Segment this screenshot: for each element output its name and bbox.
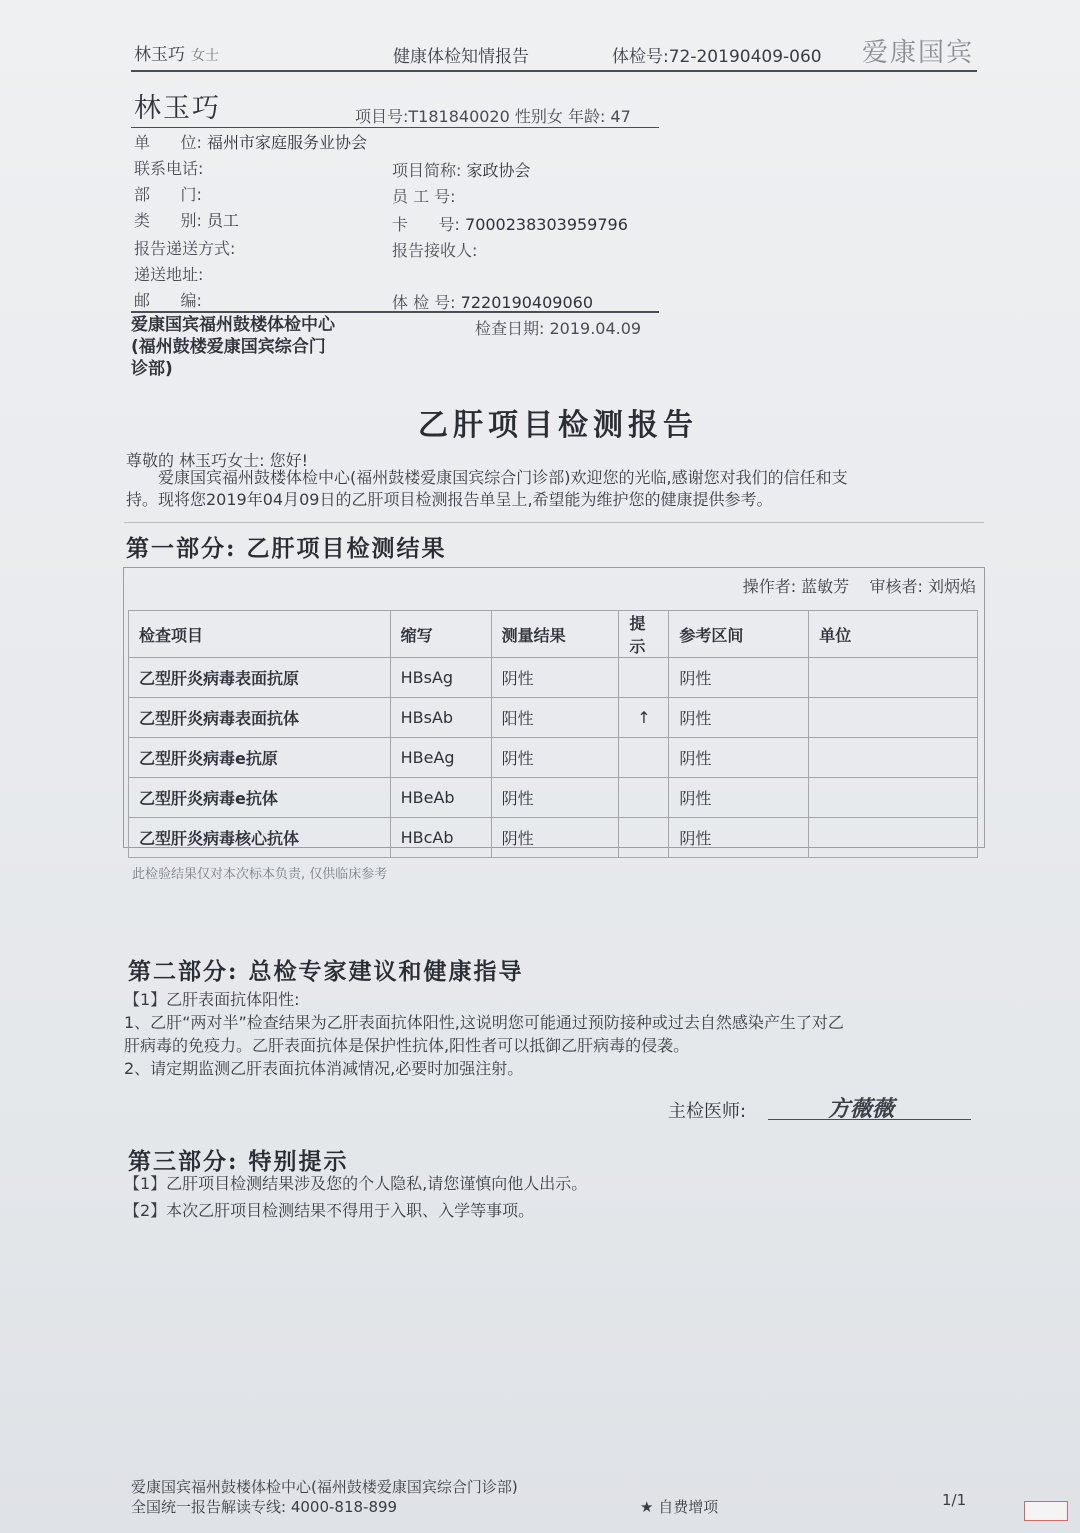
category-label: 类 别: — [134, 211, 202, 230]
result-table — [128, 610, 978, 858]
part2-line-2: 1、乙肝“两对半”检查结果为乙肝表面抗体阳性,这说明您可能通过预防接种或过去自然感染产生了对乙 — [124, 1013, 844, 1032]
unit-row — [134, 130, 367, 153]
table-row — [129, 818, 978, 858]
info-divider-bottom — [131, 311, 659, 313]
cell-abbr: HBsAg — [390, 658, 491, 698]
card-value: 7000238303959796 — [465, 215, 628, 234]
header-report-type: 健康体检知情报告 — [393, 47, 529, 67]
intro-line-2: 持。现将您2019年04月09日的乙肝项目检测报告单呈上,希望能为维护您的健康提供参考。 — [126, 490, 773, 509]
doctor-signature: 方薇薇 — [828, 1096, 895, 1122]
project-name-label: 项目简称: — [392, 161, 462, 180]
table-row — [129, 698, 978, 738]
table-note: 此检验结果仅对本次标本负责, 仅供临床参考 — [132, 867, 388, 882]
result-table-box — [123, 567, 985, 848]
part2-line-1: 【1】乙肝表面抗体阳性: — [124, 990, 300, 1009]
part2-line-4: 2、请定期监测乙肝表面抗体消减情况,必要时加强注射。 — [124, 1059, 524, 1078]
employee-no-label: 员 工 号: — [392, 187, 456, 206]
cell-result: 阴性 — [491, 818, 619, 858]
org-name — [131, 314, 335, 380]
exam-no-label: 体 检 号: — [392, 293, 456, 312]
org-line-1: 爱康国宾福州鼓楼体检中心 — [131, 315, 335, 335]
unit-value: 福州市家庭服务业协会 — [207, 133, 368, 152]
part1-heading: 第一部分: 乙肝项目检测结果 — [126, 535, 447, 562]
card-row — [392, 212, 628, 235]
header-exam-no: 体检号:72-20190409-060 — [612, 47, 822, 67]
intro-divider — [124, 522, 984, 523]
exam-no-row — [392, 290, 593, 313]
reviewer: 审核者: 刘炳焰 — [869, 577, 976, 596]
cell-hint — [619, 738, 669, 778]
cell-unit — [809, 778, 978, 818]
cell-ref: 阴性 — [669, 698, 809, 738]
doctor-label: 主检医师: — [668, 1101, 747, 1122]
cell-item: 乙型肝炎病毒表面抗原 — [129, 658, 391, 698]
delivery-label: 报告递送方式: — [134, 239, 236, 258]
cell-ref: 阴性 — [669, 738, 809, 778]
part2-line-3: 肝病毒的免疫力。乙肝表面抗体是保护性抗体,阳性者可以抵御乙肝病毒的侵袭。 — [124, 1036, 690, 1055]
unit-label: 单 位: — [134, 133, 202, 152]
cell-ref: 阴性 — [669, 818, 809, 858]
table-row — [129, 658, 978, 698]
part2-heading: 第二部分: 总检专家建议和健康指导 — [128, 958, 524, 985]
cell-result: 阴性 — [491, 778, 619, 818]
receiver-label: 报告接收人: — [392, 241, 478, 260]
project-name-value: 家政协会 — [466, 161, 531, 180]
cell-result: 阴性 — [491, 658, 619, 698]
address-label: 递送地址: — [134, 265, 204, 284]
table-header-row — [129, 611, 978, 658]
intro-line-1: 爱康国宾福州鼓楼体检中心(福州鼓楼爱康国宾综合门诊部)欢迎您的光临,感谢您对我们的信任和支 — [158, 468, 848, 487]
cell-unit — [809, 698, 978, 738]
card-label: 卡 号: — [392, 215, 460, 234]
col-header: 缩写 — [390, 611, 491, 658]
header-patient — [134, 40, 219, 65]
dept-label: 部 门: — [134, 185, 202, 204]
cell-item: 乙型肝炎病毒表面抗体 — [129, 698, 391, 738]
brand-logo-text: 爱康国宾 — [862, 38, 975, 68]
footer-hotline: 全国统一报告解读专线: 4000-818-899 — [131, 1498, 398, 1516]
cell-result: 阴性 — [491, 738, 619, 778]
org-line-3: 诊部) — [131, 359, 173, 379]
col-header: 检查项目 — [129, 611, 391, 658]
table-row — [129, 778, 978, 818]
header-patient-name: 林玉巧 — [134, 45, 185, 65]
exam-date: 检查日期: 2019.04.09 — [475, 319, 642, 338]
cell-abbr: HBeAb — [390, 778, 491, 818]
cell-abbr: HBcAb — [390, 818, 491, 858]
operator: 操作者: 蓝敏芳 — [742, 577, 850, 596]
col-header: 单位 — [809, 611, 978, 658]
operators — [743, 574, 976, 597]
cell-ref: 阴性 — [669, 658, 809, 698]
cell-hint — [619, 658, 669, 698]
cell-abbr: HBeAg — [390, 738, 491, 778]
part3-line-2: 【2】本次乙肝项目检测结果不得用于入职、入学等事项。 — [124, 1201, 535, 1220]
signature-line — [768, 1119, 971, 1120]
cell-abbr: HBsAb — [390, 698, 491, 738]
category-value: 员工 — [207, 211, 240, 230]
cell-item: 乙型肝炎病毒e抗体 — [129, 778, 391, 818]
table-row — [129, 738, 978, 778]
cell-item: 乙型肝炎病毒e抗原 — [129, 738, 391, 778]
category-row — [134, 208, 239, 231]
report-title: 乙肝项目检测报告 — [418, 408, 698, 443]
col-header: 参考区间 — [669, 611, 809, 658]
cell-unit — [809, 658, 978, 698]
cell-hint — [619, 818, 669, 858]
part3-line-1: 【1】乙肝项目检测结果涉及您的个人隐私,请您谨慎向他人出示。 — [124, 1174, 588, 1193]
footer-org: 爱康国宾福州鼓楼体检中心(福州鼓楼爱康国宾综合门诊部) — [131, 1478, 518, 1496]
org-line-2: (福州鼓楼爱康国宾综合门 — [131, 337, 326, 357]
cell-result: 阳性 — [491, 698, 619, 738]
project-line: 项目号:T181840020 性别女 年龄: 47 — [355, 107, 631, 126]
cell-hint — [619, 778, 669, 818]
postcode-label: 邮 编: — [134, 291, 202, 310]
cell-unit — [809, 738, 978, 778]
project-name-row — [392, 158, 531, 181]
cell-item: 乙型肝炎病毒核心抗体 — [129, 818, 391, 858]
corner-watermark-stamp — [1024, 1501, 1068, 1521]
phone-label: 联系电话: — [134, 159, 204, 178]
footer-self-pay: ★ 自费增项 — [640, 1498, 719, 1516]
header-title-suffix: 女士 — [191, 48, 219, 64]
cell-ref: 阴性 — [669, 778, 809, 818]
cell-hint: ↑ — [619, 698, 669, 738]
part3-heading: 第三部分: 特别提示 — [128, 1148, 349, 1175]
col-header: 提示 — [619, 611, 669, 658]
patient-name: 林玉巧 — [134, 93, 221, 124]
page-number: 1/1 — [942, 1491, 967, 1509]
col-header: 测量结果 — [491, 611, 619, 658]
info-divider-top — [131, 127, 659, 128]
cell-unit — [809, 818, 978, 858]
header-divider — [131, 70, 977, 72]
greeting: 尊敬的 林玉巧女士: 您好! — [126, 451, 308, 470]
exam-no-value: 7220190409060 — [460, 293, 594, 312]
